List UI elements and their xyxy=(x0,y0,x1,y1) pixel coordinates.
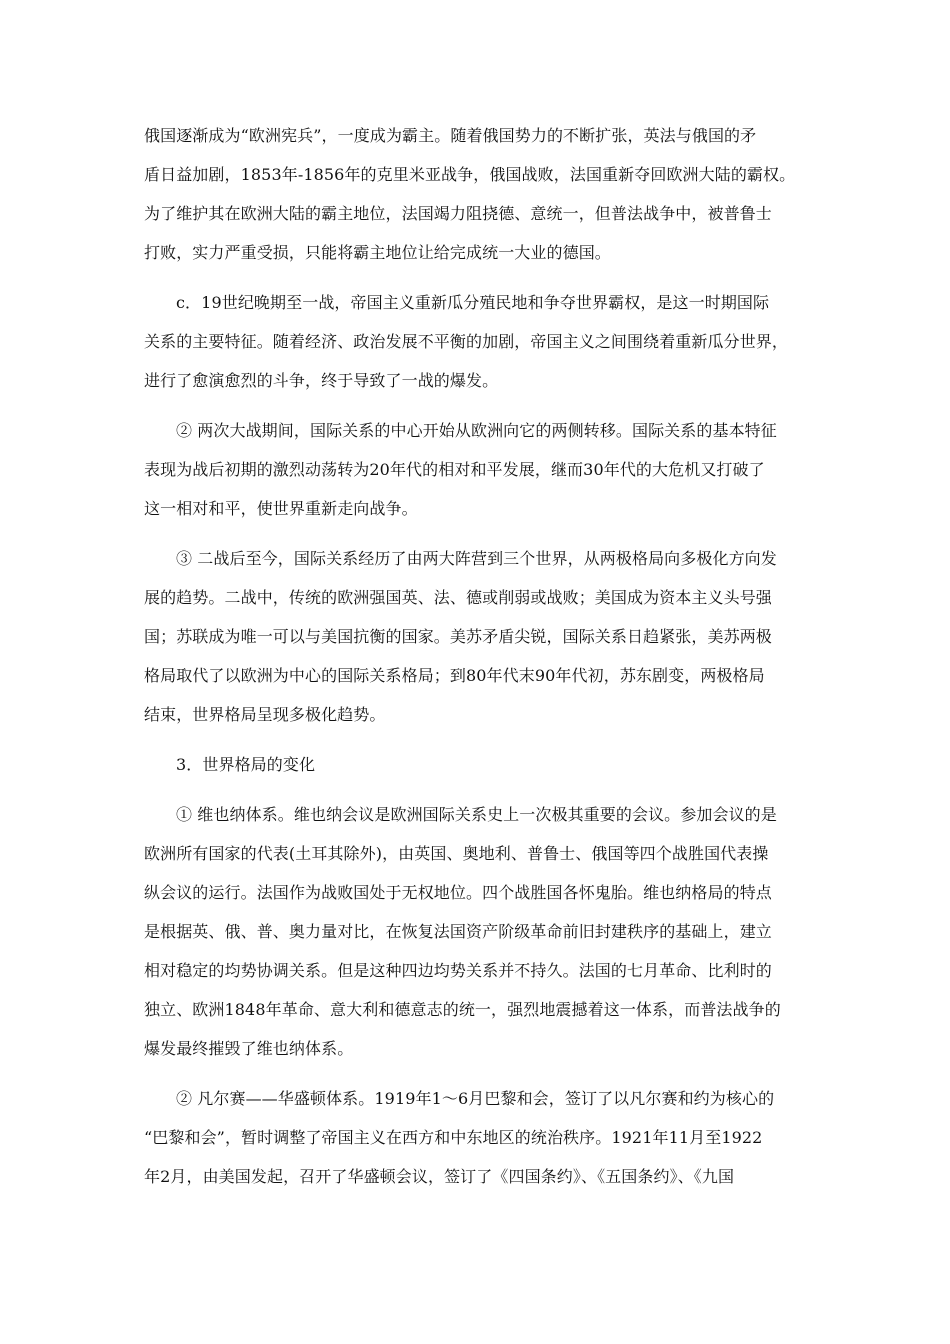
text-line: 为了维护其在欧洲大陆的霸主地位，法国竭力阻挠德、意统一，但普法战争中，被普鲁士 xyxy=(144,204,772,223)
text-line: 是根据英、俄、普、奥力量对比，在恢复法国资产阶级革命前旧封建秩序的基础上，建立 xyxy=(144,922,772,941)
document-body xyxy=(144,116,806,1207)
text-line: “巴黎和会”，暂时调整了帝国主义在西方和中东地区的统治秩序。1921年11月至1922 xyxy=(144,1128,763,1147)
text-line: 相对稳定的均势协调关系。但是这种四边均势关系并不持久。法国的七月革命、比利时的 xyxy=(144,961,772,980)
text-line: 纵会议的运行。法国作为战败国处于无权地位。四个战胜国各怀鬼胎。维也纳格局的特点 xyxy=(144,883,772,902)
text-line: ② 凡尔赛——华盛顿体系。1919年1～6月巴黎和会，签订了以凡尔赛和约为核心的 xyxy=(176,1089,775,1108)
text-line: 进行了愈演愈烈的斗争，终于导致了一战的爆发。 xyxy=(144,371,499,390)
paragraph-vienna-system xyxy=(144,795,806,1068)
text-line: 打败，实力严重受损，只能将霸主地位让给完成统一大业的德国。 xyxy=(144,243,611,262)
paragraph-postwar xyxy=(144,539,806,734)
paragraph-interwar xyxy=(144,411,806,528)
paragraph-russia-hegemony xyxy=(144,116,806,272)
text-line: 独立、欧洲1848年革命、意大利和德意志的统一，强烈地震撼着这一体系，而普法战争的 xyxy=(144,1000,781,1019)
text-line: ③ 二战后至今，国际关系经历了由两大阵营到三个世界，从两极格局向多极化方向发 xyxy=(176,549,777,568)
paragraph-late-19th-century xyxy=(144,283,806,400)
text-line: 年2月，由美国发起，召开了华盛顿会议，签订了《四国条约》、《五国条约》、《九国 xyxy=(144,1167,735,1186)
text-line: 俄国逐渐成为“欧洲宪兵”，一度成为霸主。随着俄国势力的不断扩张，英法与俄国的矛 xyxy=(144,126,757,145)
text-line: c．19世纪晚期至一战，帝国主义重新瓜分殖民地和争夺世界霸权，是这一时期国际 xyxy=(176,293,770,312)
text-line: 表现为战后初期的激烈动荡转为20年代的相对和平发展，继而30年代的大危机又打破了 xyxy=(144,460,765,479)
text-line: 关系的主要特征。随着经济、政治发展不平衡的加剧，帝国主义之间围绕着重新瓜分世界， xyxy=(144,332,789,351)
text-line: ② 两次大战期间，国际关系的中心开始从欧洲向它的两侧转移。国际关系的基本特征 xyxy=(176,421,777,440)
section-heading xyxy=(144,745,806,784)
text-line: 盾日益加剧，1853年-1856年的克里米亚战争，俄国战败，法国重新夺回欧洲大陆的霸权。 xyxy=(144,165,796,184)
text-line: 欧洲所有国家的代表(土耳其除外)，由英国、奥地利、普鲁士、俄国等四个战胜国代表操 xyxy=(144,844,769,863)
text-line: 国；苏联成为唯一可以与美国抗衡的国家。美苏矛盾尖锐，国际关系日趋紧张，美苏两极 xyxy=(144,627,772,646)
text-line: 格局取代了以欧洲为中心的国际关系格局；到80年代末90年代初，苏东剧变，两极格局 xyxy=(144,666,765,685)
text-line: ① 维也纳体系。维也纳会议是欧洲国际关系史上一次极其重要的会议。参加会议的是 xyxy=(176,805,777,824)
heading-text: 3．世界格局的变化 xyxy=(176,755,316,774)
paragraph-versailles-washington xyxy=(144,1079,806,1196)
text-line: 这一相对和平，使世界重新走向战争。 xyxy=(144,499,418,518)
text-line: 展的趋势。二战中，传统的欧洲强国英、法、德或削弱或战败；美国成为资本主义头号强 xyxy=(144,588,772,607)
text-line: 结束，世界格局呈现多极化趋势。 xyxy=(144,705,386,724)
text-line: 爆发最终摧毁了维也纳体系。 xyxy=(144,1039,354,1058)
